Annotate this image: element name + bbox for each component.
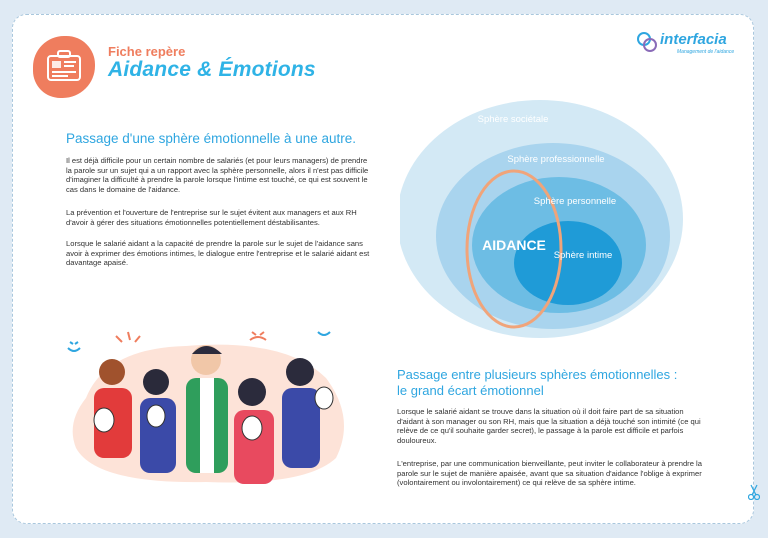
people-with-masks-illustration bbox=[66, 318, 356, 486]
section2-heading-line1: Passage entre plusieurs sphères émotionnelles : bbox=[397, 367, 678, 382]
sphere-personnelle-label: Sphère personnelle bbox=[533, 196, 617, 207]
section1-heading: Passage d'une sphère émotionnelle à une autre. bbox=[66, 131, 357, 146]
frown-face-icon bbox=[250, 332, 266, 340]
aidance-label: AIDANCE bbox=[482, 237, 546, 253]
section1-paragraph-1: Il est déjà difficile pour un certain nombre de salariés (et pour leurs managers) de prendre la parole sur un sujet qui a un rapport avec la sphère personnelle, alors il n'est pas difficile d'imaginer la difficulté à prendre la parole lorsque l'intime est touché, ce qui est souvent le cas dans le domaine de l'aidance. bbox=[66, 156, 369, 194]
section2-heading-line2: le grand écart émotionnel bbox=[397, 383, 544, 398]
section2-paragraph-1: Lorsque le salarié aidant se trouve dans la situation où il doit faire part de sa situation d'aidant à son manager ou son RH, mais que la situation a déjà touché son intimité (ce qui relève de ce qu'il souhaite garder secret), le passage à la parole est difficile et parfois douloureux. bbox=[397, 407, 701, 445]
section2-paragraph-2: L'entreprise, par une communication bienveillante, peut inviter le collaborateur à prendre la parole sur le sujet de manière apaisée, avant que sa situation d'aidance l'oblige à exprimer (volontairement ou involontairement) ce qui relève de sa sphère intime. bbox=[397, 459, 702, 488]
anxious-face-icon bbox=[318, 332, 330, 335]
section1-paragraph-3: Lorsque le salarié aidant a la capacité de prendre la parole sur le sujet de l'aidance sans avoir à exprimer des émotions intimes, le dialogue entre l'entreprise et le salarié aidant est davantage apaisé. bbox=[66, 239, 370, 268]
header-kicker: Fiche repère bbox=[108, 44, 186, 59]
sphere-societale-label: Sphère sociétale bbox=[477, 114, 549, 125]
section1-paragraph-2: La prévention et l'ouverture de l'entreprise sur le sujet évitent aux managers et aux RH d'avoir à gérer des situations émotionnelles potentiellement déstabilisantes. bbox=[66, 208, 357, 227]
brand-name: interfacia bbox=[660, 31, 727, 48]
sphere-professionnelle-label: Sphère professionnelle bbox=[507, 154, 605, 165]
sad-face-icon bbox=[68, 342, 80, 351]
scissors-icon bbox=[748, 484, 760, 500]
page-title: Aidance & Émotions bbox=[108, 58, 316, 81]
angry-face-icon bbox=[116, 332, 140, 342]
spheres-diagram bbox=[400, 100, 700, 345]
brand-tagline: Management de l'aidance bbox=[677, 49, 735, 55]
section2-heading bbox=[397, 367, 697, 399]
sphere-intime-label: Sphère intime bbox=[553, 250, 613, 261]
briefcase-icon bbox=[44, 48, 84, 86]
brand-logo-icon bbox=[636, 30, 662, 54]
sphere-intime bbox=[514, 221, 622, 305]
